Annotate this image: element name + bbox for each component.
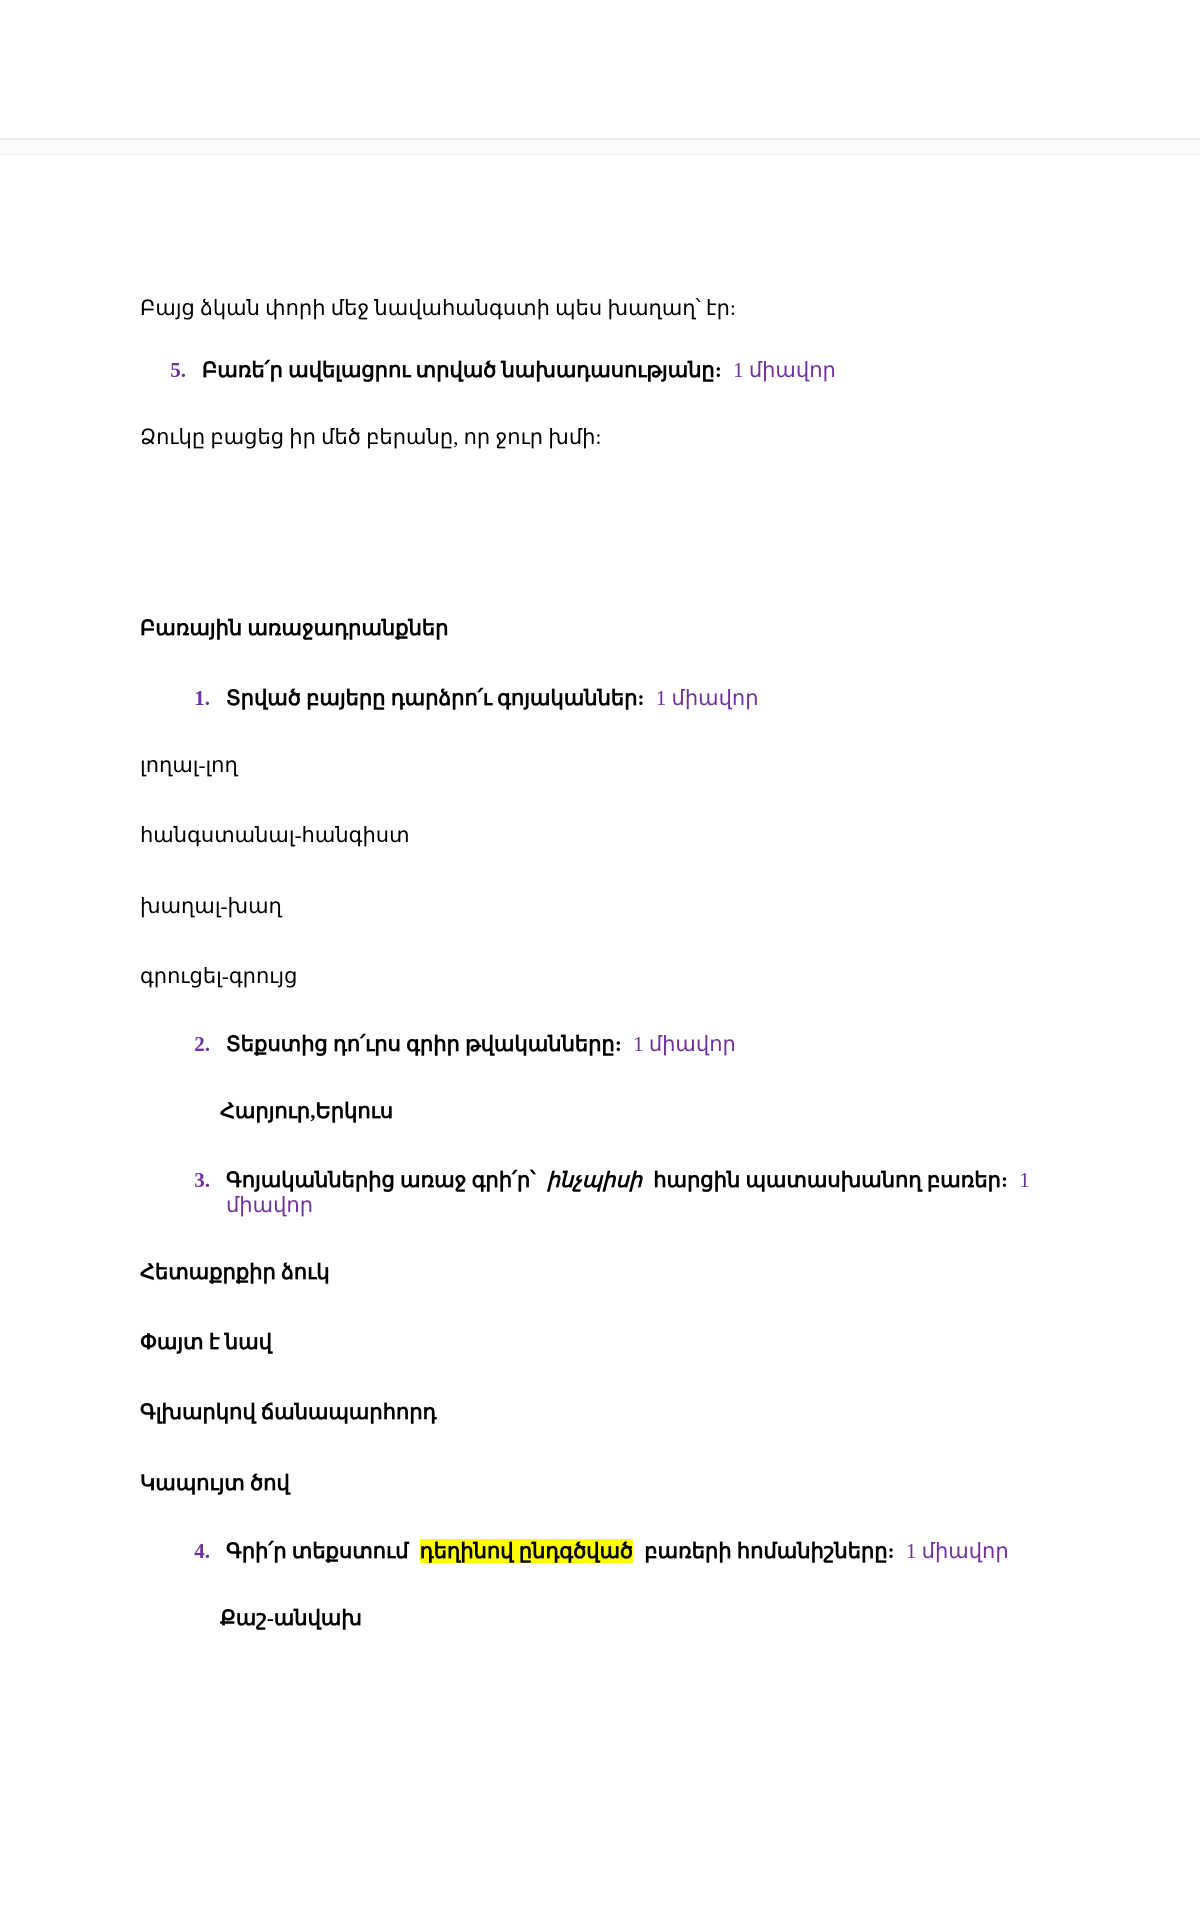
list-item-1-label: Տրված բայերը դարձրո՛ւ գոյականներ: xyxy=(226,685,645,710)
page-band-shadow xyxy=(0,140,1200,155)
list-item-3-label-after: հարցին պատասխանող բառեր: xyxy=(653,1167,1008,1192)
list-item-5-label: Բառե՛ր ավելացրու տրված նախադասությանը: xyxy=(202,358,722,383)
item1-answer-3: խաղալ-խաղ xyxy=(140,893,282,918)
list-item-3 xyxy=(140,1168,1060,1218)
item1-answer-2: հանգստանալ-հանգիստ xyxy=(140,823,410,848)
list-item-2 xyxy=(140,1032,1060,1057)
item4-answer: Քաշ-անվախ xyxy=(220,1606,362,1631)
item3-answer-2: Փայտ է նավ xyxy=(140,1330,273,1355)
list-item-3-points: 1 միավոր xyxy=(226,1167,1030,1217)
list-item-4-number: 4. xyxy=(194,1539,210,1564)
list-item-2-number: 2. xyxy=(194,1032,210,1057)
list-item-1 xyxy=(140,686,1060,711)
list-item-2-label: Տեքստից դո՛ւրս գրիր թվականները: xyxy=(226,1032,622,1057)
list-item-4-points: 1 միավոր xyxy=(905,1539,1009,1564)
list-item-5-text xyxy=(202,358,1060,383)
list-item-1-points: 1 միավոր xyxy=(655,685,759,710)
list-item-5-points: 1 միավոր xyxy=(733,358,836,383)
list-item-4-text xyxy=(226,1539,1060,1564)
item3-answer-3: Գլխարկով ճանապարհորդ xyxy=(140,1400,437,1425)
list-item-1-text xyxy=(226,686,1060,711)
list-item-1-number: 1. xyxy=(194,685,210,710)
list-item-3-label-before: Գոյականներից առաջ գրի՛ր՝ xyxy=(226,1167,536,1192)
item1-answer-1: լողալ-լող xyxy=(140,752,238,777)
list-item-4-highlight: դեղինով ընդգծված xyxy=(419,1539,634,1564)
list-item-3-text xyxy=(226,1168,1060,1218)
page-top-band xyxy=(0,0,1200,140)
vertical-gap-1 xyxy=(140,494,1060,614)
item3-answer-4: Կապույտ ծով xyxy=(140,1470,290,1495)
section-heading: Բառային առաջադրանքներ xyxy=(140,615,449,640)
document-body xyxy=(0,155,1200,1632)
list-item-5-number: 5. xyxy=(170,358,186,383)
item5-answer: Ձուկը բացեց իր մեծ բերանը, որ ջուր խմի: xyxy=(140,425,602,450)
list-item-2-text xyxy=(226,1032,1060,1057)
item3-answer-1: Հետաքրքիր ձուկ xyxy=(140,1259,330,1284)
list-item-3-number: 3. xyxy=(194,1167,210,1192)
item1-answer-4: գրուցել-գրույց xyxy=(140,964,298,989)
page-top-band-inner xyxy=(0,0,1200,138)
list-item-4 xyxy=(140,1539,1060,1564)
list-item-3-label-italic: ինչպիսի xyxy=(546,1167,643,1192)
item2-answer: Հարյուր,Երկուս xyxy=(220,1099,394,1124)
list-item-4-label-after: բառերի հոմանիշները: xyxy=(644,1539,895,1564)
list-item-2-points: 1 միավոր xyxy=(633,1032,736,1057)
list-item-4-label-before: Գրի՛ր տեքստում xyxy=(226,1539,409,1564)
list-item-5 xyxy=(140,358,1060,383)
intro-paragraph: Բայց ձկան փորի մեջ նավահանգստի պես խաղաղ՝ էր: xyxy=(140,296,736,320)
